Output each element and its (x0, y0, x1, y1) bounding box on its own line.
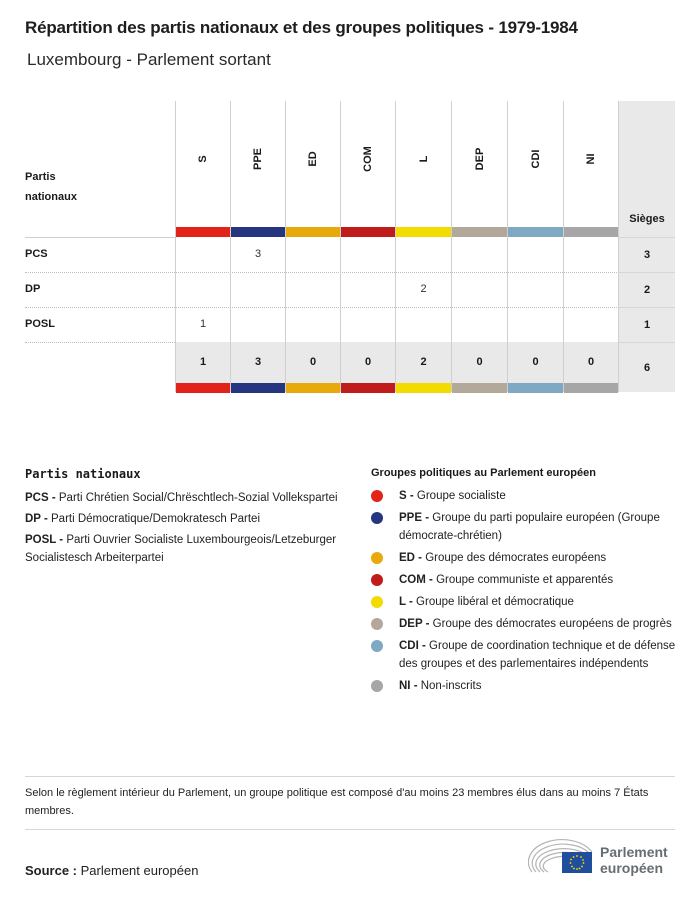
color-dot-icon (371, 618, 383, 630)
table-cell (452, 307, 507, 342)
table-cell (396, 307, 451, 342)
table-cell (341, 272, 395, 307)
legend-group-item: PPE - Groupe du parti populaire européen (Groupe démocrate-chrétien) (371, 509, 681, 545)
legend-national-parties (25, 467, 345, 570)
source-line: Source : Parlement européen (25, 863, 199, 878)
column-header: COM (362, 146, 374, 172)
legend-group-item: COM - Groupe communiste et apparentés (371, 571, 681, 589)
column-total: 1 (176, 342, 230, 383)
column-header: ED (307, 151, 319, 167)
table-cell (564, 307, 618, 342)
legend-group-item: L - Groupe libéral et démocratique (371, 593, 681, 611)
column-total: 0 (341, 342, 395, 383)
legend-group-item: CDI - Groupe de coordination technique et de défense des groupes et des parlementaires indépendents (371, 637, 681, 673)
page-subtitle: Luxembourg - Parlement sortant (27, 50, 271, 69)
column-header: CDI (529, 149, 542, 169)
table-cell (452, 272, 507, 307)
table-cell (508, 237, 563, 272)
color-dot-icon (371, 596, 383, 608)
footnote: Selon le règlement intérieur du Parlement, un groupe politique est composé d'au moins 23 membres élus dans au moins 7 États membres. (25, 787, 649, 817)
legend-party-item: PCS - Parti Chrétien Social/Chrëschtlech-Sozial Vollekspartei (25, 492, 338, 504)
parliament-logo (528, 838, 678, 878)
table-cell: 3 (254, 248, 262, 260)
legend-group-item: S - Groupe socialiste (371, 487, 681, 505)
legend-groups-title: Groupes politiques au Parlement européen (371, 467, 596, 479)
row-header: Partis nationaux (25, 171, 77, 203)
column-total: 2 (396, 342, 451, 383)
column-total: 3 (231, 342, 285, 383)
group-color-bar (341, 227, 395, 237)
seats-column (619, 101, 675, 392)
column-ppe (230, 101, 285, 392)
column-ni (563, 101, 619, 392)
group-color-bar (231, 383, 285, 393)
table-cell (286, 307, 340, 342)
row-label-dp: DP (25, 283, 41, 295)
seats-cell: 3 (619, 237, 675, 272)
seats-total: 6 (619, 342, 675, 392)
color-dot-icon (371, 490, 383, 502)
color-dot-icon (371, 552, 383, 564)
group-color-bar (564, 227, 618, 237)
group-color-bar (286, 227, 340, 237)
legend-group-item: ED - Groupe des démocrates européens (371, 549, 681, 567)
group-color-bar (286, 383, 340, 393)
color-dot-icon (371, 574, 383, 586)
logo-text: Parlement européen (600, 844, 668, 876)
column-l (395, 101, 451, 392)
group-color-bar (564, 383, 618, 393)
legend-group-item: DEP - Groupe des démocrates européens de progrès (371, 615, 681, 633)
column-cdi (507, 101, 563, 392)
column-header: NI (585, 153, 597, 165)
column-com (340, 101, 395, 392)
eu-flag-icon (562, 852, 592, 873)
column-dep (451, 101, 507, 392)
table-cell (231, 272, 285, 307)
row-label-posl: POSL (25, 318, 55, 330)
legend-party-item: POSL - Parti Ouvrier Socialiste Luxembourgeois/Letzeburger Socialistesch Arbeiterpartei (25, 534, 337, 564)
table-cell (508, 307, 563, 342)
table-cell (564, 237, 618, 272)
table-cell (396, 237, 451, 272)
table-cell (508, 272, 563, 307)
column-header: DEP (473, 147, 486, 171)
column-total: 0 (452, 342, 507, 383)
table-cell (341, 237, 395, 272)
color-dot-icon (371, 512, 383, 524)
column-header: PPE (252, 147, 264, 171)
group-color-bar (452, 383, 507, 393)
seat-distribution-table (0, 0, 700, 400)
table-cell (176, 272, 230, 307)
page-title: Répartition des partis nationaux et des groupes politiques - 1979-1984 (25, 18, 578, 37)
table-cell: 2 (420, 283, 427, 295)
color-dot-icon (371, 680, 383, 692)
legend-party-item: DP - Parti Démocratique/Demokratesch Partei (25, 513, 260, 525)
legend-group-item: NI - Non-inscrits (371, 677, 681, 695)
color-dot-icon (371, 640, 383, 652)
seats-header: Sièges (629, 213, 665, 225)
group-color-bar (452, 227, 507, 237)
column-total: 0 (286, 342, 340, 383)
table-cell (286, 272, 340, 307)
seats-cell: 2 (619, 272, 675, 307)
group-color-bar (341, 383, 395, 393)
group-color-bar (508, 227, 563, 237)
table-cell (286, 237, 340, 272)
group-color-bar (508, 383, 563, 393)
column-total: 0 (508, 342, 563, 383)
divider (25, 829, 675, 830)
row-label-pcs: PCS (25, 248, 48, 260)
seats-cell: 1 (619, 307, 675, 342)
legend-parties-title: Partis nationaux (25, 467, 141, 481)
group-color-bar (231, 227, 285, 237)
table-cell (564, 272, 618, 307)
column-header: S (197, 155, 209, 163)
table-cell (231, 307, 285, 342)
column-total: 0 (564, 342, 618, 383)
group-color-bar (176, 383, 230, 393)
column-ed (285, 101, 340, 392)
divider (25, 776, 675, 777)
table-cell (176, 237, 230, 272)
table-cell (452, 237, 507, 272)
table-cell (341, 307, 395, 342)
group-color-bar (176, 227, 230, 237)
legend-political-groups (371, 467, 681, 699)
group-color-bar (396, 227, 451, 237)
column-s (175, 101, 230, 392)
table-cell: 1 (199, 318, 207, 330)
column-header: L (417, 155, 430, 163)
group-color-bar (396, 383, 451, 393)
